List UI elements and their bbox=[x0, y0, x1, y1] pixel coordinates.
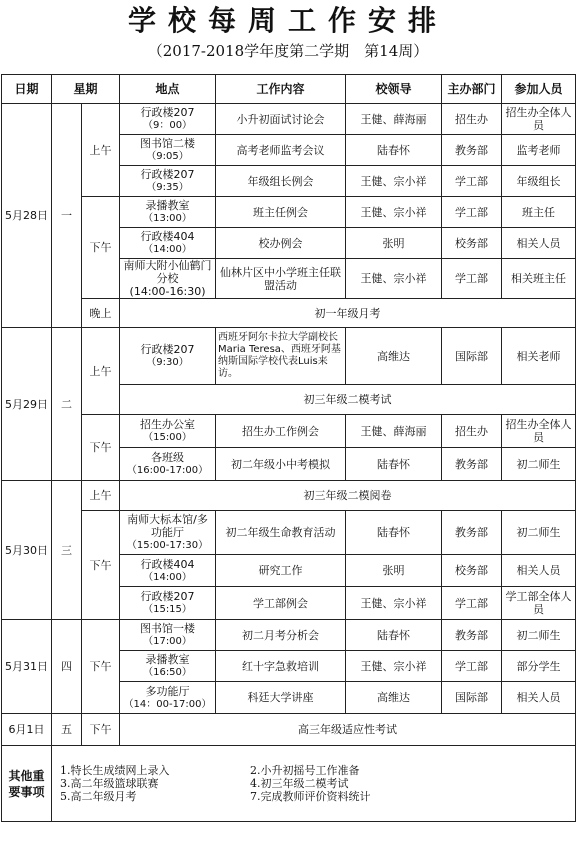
other-items-label: 其他重要事项 bbox=[8, 768, 45, 799]
location-time: （9:05） bbox=[146, 151, 189, 162]
location-cell bbox=[120, 228, 216, 259]
period-cell: 上午 bbox=[82, 481, 120, 511]
date-cell: 5月30日 bbox=[2, 481, 52, 620]
location-time: （15:15） bbox=[143, 604, 192, 615]
leader-cell: 王健、宗小祥 bbox=[346, 166, 442, 197]
leader-cell: 王健、薛海丽 bbox=[346, 104, 442, 135]
location-name: 各班级 bbox=[151, 451, 185, 464]
header-content: 工作内容 bbox=[216, 75, 346, 104]
table-row bbox=[2, 104, 576, 135]
dept-cell: 学工部 bbox=[442, 166, 502, 197]
leader-cell: 王健、宗小祥 bbox=[346, 259, 442, 299]
leader-cell: 张明 bbox=[346, 228, 442, 259]
people-cell: 招生办全体人员 bbox=[502, 104, 576, 135]
page-title: 学校每周工作安排 bbox=[127, 4, 448, 37]
table-row bbox=[2, 197, 576, 228]
location-time: （15:00-17:30） bbox=[126, 540, 209, 551]
content-cell: 初二年级生命教育活动 bbox=[216, 511, 346, 555]
location-name: 行政楼404 bbox=[140, 557, 195, 571]
location-cell bbox=[120, 197, 216, 228]
leader-cell: 陆春怀 bbox=[346, 620, 442, 651]
location-time: （13:00） bbox=[143, 213, 192, 224]
period-cell: 下午 bbox=[82, 197, 120, 299]
weekday-cell: 三 bbox=[52, 481, 82, 620]
content-cell: 小升初面试讨论会 bbox=[216, 104, 346, 135]
leader-cell: 陆春怀 bbox=[346, 135, 442, 166]
location-time: （17:00） bbox=[143, 636, 192, 647]
header-dept: 主办部门 bbox=[442, 75, 502, 104]
people-cell: 初二师生 bbox=[502, 620, 576, 651]
period-cell: 晚上 bbox=[82, 299, 120, 328]
content-cell: 高考老师监考会议 bbox=[216, 135, 346, 166]
location-cell bbox=[120, 651, 216, 682]
dept-cell: 教务部 bbox=[442, 448, 502, 481]
other-item: 3.高二年级篮球联赛 bbox=[60, 777, 159, 790]
leader-cell: 张明 bbox=[346, 555, 442, 587]
dept-cell: 校务部 bbox=[442, 228, 502, 259]
header-location: 地点 bbox=[120, 75, 216, 104]
location-cell bbox=[120, 682, 216, 714]
content-cell: 红十字急救培训 bbox=[216, 651, 346, 682]
header-weekday: 星期 bbox=[52, 75, 120, 104]
leader-cell: 高维达 bbox=[346, 328, 442, 385]
location-cell bbox=[120, 415, 216, 448]
people-cell: 学工部全体人员 bbox=[502, 587, 576, 620]
location-cell bbox=[120, 620, 216, 651]
content-cell: 科廷大学讲座 bbox=[216, 682, 346, 714]
people-cell: 班主任 bbox=[502, 197, 576, 228]
location-cell bbox=[120, 104, 216, 135]
header-date: 日期 bbox=[2, 75, 52, 104]
location-time: (14:00-16:30) bbox=[129, 285, 206, 298]
period-cell: 下午 bbox=[82, 714, 120, 746]
date-cell: 5月29日 bbox=[2, 328, 52, 481]
event-cell: 初一年级月考 bbox=[120, 299, 576, 328]
people-cell: 相关人员 bbox=[502, 555, 576, 587]
other-items-row bbox=[2, 746, 576, 822]
leader-cell: 高维达 bbox=[346, 682, 442, 714]
weekday-cell: 一 bbox=[52, 104, 82, 328]
date-cell: 5月31日 bbox=[2, 620, 52, 714]
table-row bbox=[2, 481, 576, 511]
people-cell: 监考老师 bbox=[502, 135, 576, 166]
event-cell: 初三年级二模考试 bbox=[120, 385, 576, 415]
location-name: 行政楼207 bbox=[140, 106, 195, 119]
table-row bbox=[2, 620, 576, 651]
content-cell: 研究工作 bbox=[216, 555, 346, 587]
people-cell: 招生办全体人员 bbox=[502, 415, 576, 448]
date-cell: 6月1日 bbox=[2, 714, 52, 746]
content-cell: 年级组长例会 bbox=[216, 166, 346, 197]
location-cell bbox=[120, 135, 216, 166]
location-name: 行政楼404 bbox=[140, 230, 195, 243]
page-subtitle: （2017-2018学年度第二学期 第14周） bbox=[147, 42, 429, 60]
leader-cell: 王健、宗小祥 bbox=[346, 651, 442, 682]
date-cell: 5月28日 bbox=[2, 104, 52, 328]
dept-cell: 国际部 bbox=[442, 682, 502, 714]
location-name: 录播教室 bbox=[145, 653, 190, 666]
people-cell: 初二师生 bbox=[502, 511, 576, 555]
leader-cell: 王健、宗小祥 bbox=[346, 587, 442, 620]
period-cell: 下午 bbox=[82, 415, 120, 481]
dept-cell: 学工部 bbox=[442, 197, 502, 228]
location-cell bbox=[120, 555, 216, 587]
location-time: （9:30） bbox=[146, 357, 189, 368]
weekday-cell: 四 bbox=[52, 620, 82, 714]
dept-cell: 国际部 bbox=[442, 328, 502, 385]
event-cell: 初三年级二模阅卷 bbox=[120, 481, 576, 511]
other-item: 2.小升初摇号工作准备 bbox=[250, 764, 360, 777]
weekday-cell: 五 bbox=[52, 714, 82, 746]
table-row bbox=[2, 299, 576, 328]
dept-cell: 学工部 bbox=[442, 651, 502, 682]
people-cell: 相关人员 bbox=[502, 228, 576, 259]
location-cell bbox=[120, 259, 216, 299]
location-time: （14：00-17:00） bbox=[123, 698, 212, 710]
leader-cell: 陆春怀 bbox=[346, 511, 442, 555]
table-row bbox=[2, 714, 576, 746]
location-name: 南师大附小仙鹤门分校 bbox=[123, 259, 212, 285]
location-name: 招生办公室 bbox=[140, 418, 196, 431]
people-cell: 年级组长 bbox=[502, 166, 576, 197]
location-time: （16:00-17:00） bbox=[126, 465, 209, 476]
period-cell: 上午 bbox=[82, 328, 120, 415]
leader-cell: 王健、宗小祥 bbox=[346, 197, 442, 228]
table-row bbox=[2, 415, 576, 448]
content-cell: 校办例会 bbox=[216, 228, 346, 259]
header-leader: 校领导 bbox=[346, 75, 442, 104]
leader-cell: 王健、薛海丽 bbox=[346, 415, 442, 448]
people-cell: 相关老师 bbox=[502, 328, 576, 385]
header-row bbox=[2, 75, 576, 104]
location-name: 录播教室 bbox=[145, 199, 190, 212]
dept-cell: 校务部 bbox=[442, 555, 502, 587]
header-people: 参加人员 bbox=[502, 75, 576, 104]
period-cell: 上午 bbox=[82, 104, 120, 197]
location-time: （9：00） bbox=[142, 120, 193, 131]
other-item: 5.高二年级月考 bbox=[60, 790, 137, 803]
location-name: 多功能厅 bbox=[145, 684, 190, 698]
event-cell: 高三年级适应性考试 bbox=[120, 714, 576, 746]
content-cell: 仙林片区中小学班主任联盟活动 bbox=[216, 259, 346, 299]
location-time: （16:50） bbox=[143, 667, 192, 678]
location-name: 南师大标本馆/多功能厅 bbox=[127, 513, 208, 539]
table-row bbox=[2, 511, 576, 555]
people-cell: 相关班主任 bbox=[502, 259, 576, 299]
dept-cell: 招生办 bbox=[442, 104, 502, 135]
people-cell: 初二师生 bbox=[502, 448, 576, 481]
dept-cell: 招生办 bbox=[442, 415, 502, 448]
weekday-cell: 二 bbox=[52, 328, 82, 481]
location-cell bbox=[120, 448, 216, 481]
location-time: （14:00） bbox=[143, 571, 192, 583]
location-time: （15:00） bbox=[143, 432, 192, 443]
period-cell: 下午 bbox=[82, 511, 120, 620]
dept-cell: 学工部 bbox=[442, 259, 502, 299]
other-item: 1.特长生成绩网上录入 bbox=[60, 764, 170, 777]
location-name: 行政楼207 bbox=[140, 168, 195, 181]
location-cell bbox=[120, 511, 216, 555]
location-cell bbox=[120, 587, 216, 620]
content-cell: 初二月考分析会 bbox=[216, 620, 346, 651]
schedule-table bbox=[1, 74, 576, 822]
period-cell: 下午 bbox=[82, 620, 120, 714]
location-name: 行政楼207 bbox=[140, 590, 195, 603]
content-cell: 学工部例会 bbox=[216, 587, 346, 620]
other-items-label-cell bbox=[2, 746, 52, 822]
dept-cell: 教务部 bbox=[442, 135, 502, 166]
dept-cell: 教务部 bbox=[442, 620, 502, 651]
location-name: 图书馆一楼 bbox=[140, 622, 196, 635]
people-cell: 部分学生 bbox=[502, 651, 576, 682]
people-cell: 相关人员 bbox=[502, 682, 576, 714]
other-items-list bbox=[52, 746, 576, 822]
other-item: 4.初三年级二模考试 bbox=[250, 777, 349, 790]
other-item: 7.完成教师评价资料统计 bbox=[250, 790, 371, 803]
location-time: （14:00） bbox=[143, 244, 192, 255]
location-cell bbox=[120, 166, 216, 197]
location-time: （9:35） bbox=[146, 182, 189, 193]
content-cell: 班主任例会 bbox=[216, 197, 346, 228]
dept-cell: 教务部 bbox=[442, 511, 502, 555]
location-name: 行政楼207 bbox=[140, 343, 195, 356]
content-cell: 招生办工作例会 bbox=[216, 415, 346, 448]
table-row bbox=[2, 328, 576, 385]
content-cell: 西班牙阿尔卡拉大学副校长Maria Teresa、西班牙阿基纳斯国际学校代表Luis来访。 bbox=[216, 328, 346, 385]
content-cell: 初二年级小中考模拟 bbox=[216, 448, 346, 481]
leader-cell: 陆春怀 bbox=[346, 448, 442, 481]
location-name: 图书馆二楼 bbox=[140, 137, 196, 150]
dept-cell: 学工部 bbox=[442, 587, 502, 620]
location-cell bbox=[120, 328, 216, 385]
